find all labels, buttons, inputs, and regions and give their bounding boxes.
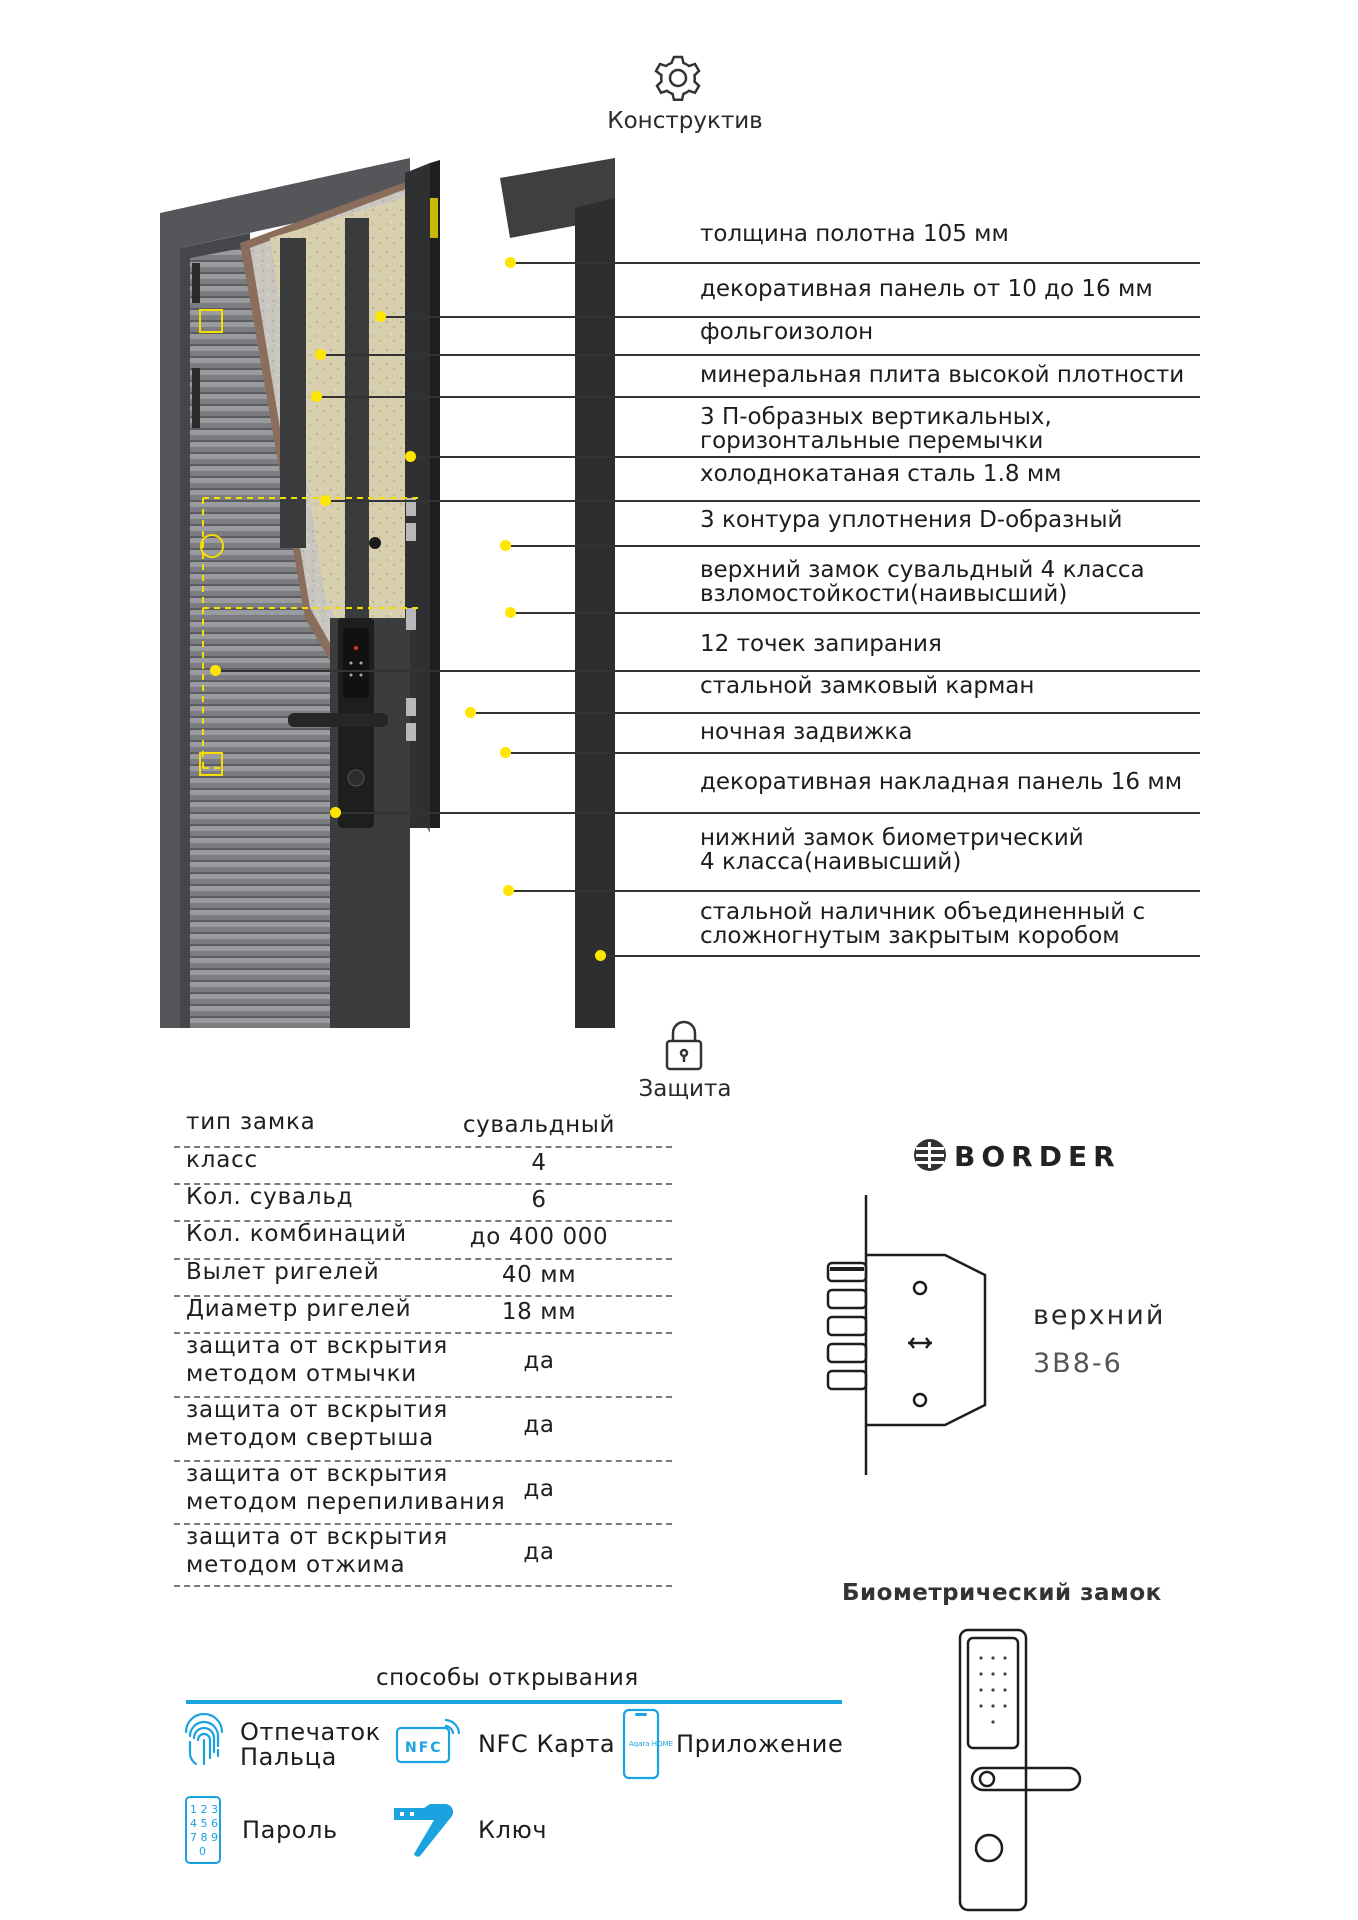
callout-label: 12 точек запирания	[700, 631, 942, 657]
callout-label: стальной замковый карман	[700, 673, 1035, 699]
svg-text:0: 0	[199, 1845, 206, 1858]
opening-methods-title: способы открывания	[376, 1665, 639, 1691]
method-app-label: Приложение	[676, 1730, 844, 1758]
callout-label: стальной наличник объединенный с сложногнутым закрытым коробом	[700, 899, 1146, 949]
spec-value: 4	[531, 1150, 547, 1176]
key-icon	[390, 1800, 462, 1860]
spec-label: Кол. сувальд	[186, 1184, 354, 1210]
callout-label: декоративная панель от 10 до 16 мм	[700, 276, 1153, 302]
method-password-label: Пароль	[242, 1816, 338, 1844]
spec-value: да	[523, 1476, 555, 1502]
callout-label: ночная задвижка	[700, 719, 913, 745]
svg-text:1 2 3: 1 2 3	[190, 1803, 218, 1816]
biometric-lock-title: Биометрический замок	[842, 1580, 1162, 1606]
spec-value: 40 мм	[501, 1262, 577, 1288]
lock-specs-table	[0, 0, 700, 1600]
spec-value: 18 мм	[501, 1299, 577, 1325]
fingerprint-icon	[182, 1718, 226, 1770]
spec-row	[174, 1258, 672, 1297]
callout-label: нижний замок биометрический 4 класса(наивысший)	[700, 825, 1084, 875]
lock-model-label: 3B8-6	[1033, 1348, 1123, 1379]
border-logo-icon	[910, 1137, 950, 1173]
nfc-card-icon-text: NFC	[405, 1740, 443, 1756]
spec-row	[174, 1523, 672, 1587]
smartphone-icon-text: Aqara HOME	[629, 1740, 674, 1748]
smartphone-icon	[622, 1708, 674, 1780]
method-nfc-label: NFC Карта	[478, 1730, 616, 1758]
svg-text:4 5 6: 4 5 6	[190, 1817, 218, 1830]
biometric-lock-diagram	[950, 1628, 1090, 1913]
spec-row	[174, 1332, 672, 1398]
callout-label: 3 П-образных вертикальных, горизонтальные перемычки	[700, 404, 1052, 454]
lock-position-label: верхний	[1033, 1300, 1166, 1331]
lock-brand: BORDER	[954, 1140, 1121, 1173]
callout-label: фольгоизолон	[700, 319, 874, 345]
spec-label: Вылет ригелей	[186, 1259, 380, 1285]
spec-row	[174, 1396, 672, 1462]
nfc-card-icon	[395, 1718, 465, 1766]
spec-row	[174, 1146, 672, 1185]
spec-label: Диаметр ригелей	[186, 1296, 412, 1322]
spec-value: да	[523, 1348, 555, 1374]
method-key-label: Ключ	[478, 1816, 548, 1844]
svg-text:7 8 9: 7 8 9	[190, 1831, 218, 1844]
callout-label: 3 контура уплотнения D-образный	[700, 507, 1123, 533]
spec-row	[174, 1460, 672, 1525]
callout-label: холоднокатаная сталь 1.8 мм	[700, 461, 1062, 487]
construction-title: Конструктив	[607, 108, 763, 134]
spec-value: сувальдный	[462, 1112, 616, 1138]
spec-label: защита от вскрытия методом отмычки	[186, 1333, 448, 1387]
callout-label: верхний замок сувальдный 4 класса взломостойкости(наивысший)	[700, 557, 1145, 607]
spec-row	[174, 1295, 672, 1334]
spec-label: защита от вскрытия методом отжима	[186, 1524, 448, 1578]
spec-label: защита от вскрытия методом перепиливания	[186, 1461, 506, 1515]
method-fingerprint-label: Отпечаток Пальца	[240, 1718, 381, 1771]
spec-row	[174, 1108, 672, 1148]
protection-title: Защита	[638, 1076, 732, 1102]
spec-value: да	[523, 1412, 555, 1438]
spec-label: защита от вскрытия методом свертыша	[186, 1397, 448, 1451]
spec-label: класс	[186, 1147, 258, 1173]
callout-label: минеральная плита высокой плотности	[700, 362, 1185, 388]
spec-label: тип замка	[186, 1109, 316, 1135]
keypad-icon	[184, 1795, 226, 1867]
spec-value: 6	[531, 1187, 547, 1213]
lever-lock-diagram	[820, 1195, 1000, 1475]
spec-label: Кол. комбинаций	[186, 1221, 407, 1247]
spec-value: да	[523, 1539, 555, 1565]
opening-methods-accent-bar	[186, 1700, 842, 1704]
callout-label: толщина полотна 105 мм	[700, 221, 1009, 247]
spec-row	[174, 1220, 672, 1260]
spec-row	[174, 1183, 672, 1222]
callout-label: декоративная накладная панель 16 мм	[700, 769, 1183, 795]
spec-value: до 400 000	[469, 1224, 609, 1250]
